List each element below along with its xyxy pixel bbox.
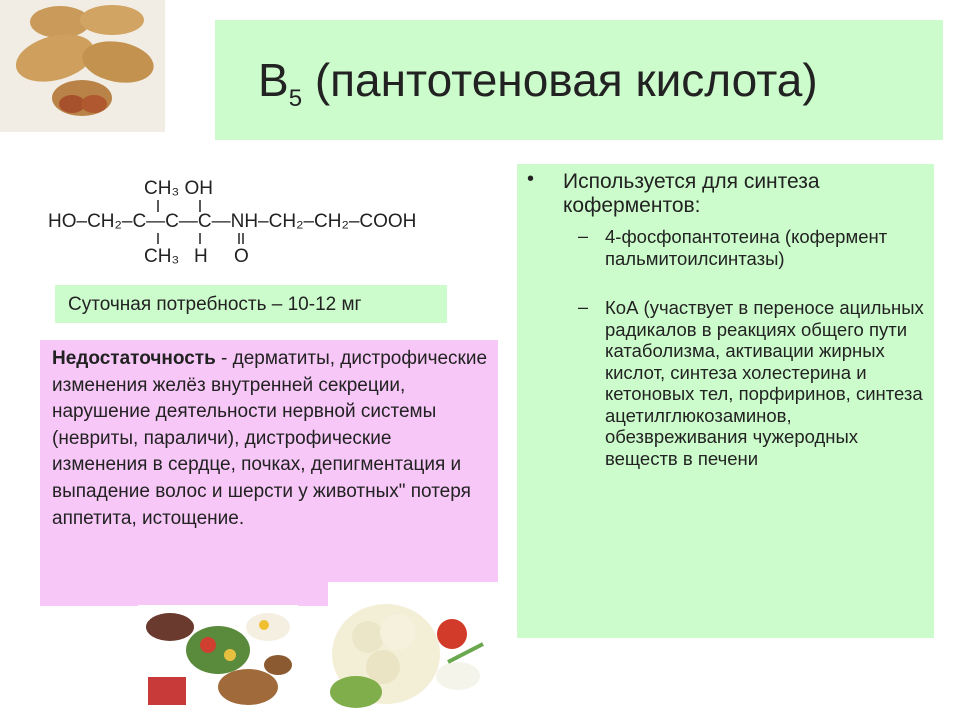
dash-marker: – bbox=[578, 297, 589, 317]
formula-top-groups: CH₃ OH bbox=[144, 178, 213, 199]
formula-main-chain: HO–CH₂–C—C—C—NH–CH₂–CH₂–COOH bbox=[48, 211, 417, 232]
deficiency-label: Недостаточность bbox=[52, 348, 216, 369]
deficiency-text: Недостаточность - дерматиты, дистрофические изменения желёз внутренней секреции, нарушение деятельности нервной системы (невриты, параличи), дистрофические изменения в сердце, почках, депигментация и выпадение волос и шерсти у животных" потеря аппетита, истощение. bbox=[52, 348, 488, 529]
food-collage-image bbox=[138, 605, 298, 713]
daily-requirement-text: Суточная потребность – 10-12 мг bbox=[68, 294, 362, 315]
usage-subpoint-1: 4-фосфопантотеина (кофермент пальмитоилсинтазы) bbox=[605, 226, 888, 269]
formula-bottom-ch3: CH₃ bbox=[144, 246, 180, 267]
slide-title: $B_5$ (пантотеновая кислота) bbox=[258, 54, 818, 112]
usage-main-point: Используется для синтеза коферментов: bbox=[563, 170, 820, 217]
usage-subpoint-2: КоА (участвует в переносе ацильных радикалов в реакциях общего пути катаболизма, активации жирных кислот, синтеза холестерина и кетоновых тел, порфиринов, синтеза ацетилглюкозаминов, обезвреживания чужеродных веществ в печени bbox=[605, 297, 924, 469]
formula-bottom-o: O bbox=[234, 246, 249, 267]
dash-marker: – bbox=[578, 226, 589, 246]
structural-formula bbox=[40, 172, 490, 272]
formula-bottom-h: H bbox=[194, 246, 208, 267]
peanuts-image bbox=[0, 0, 165, 132]
deficiency-box-tail bbox=[40, 582, 328, 606]
bullet-marker: • bbox=[527, 168, 535, 190]
cauliflower-image bbox=[328, 592, 493, 714]
